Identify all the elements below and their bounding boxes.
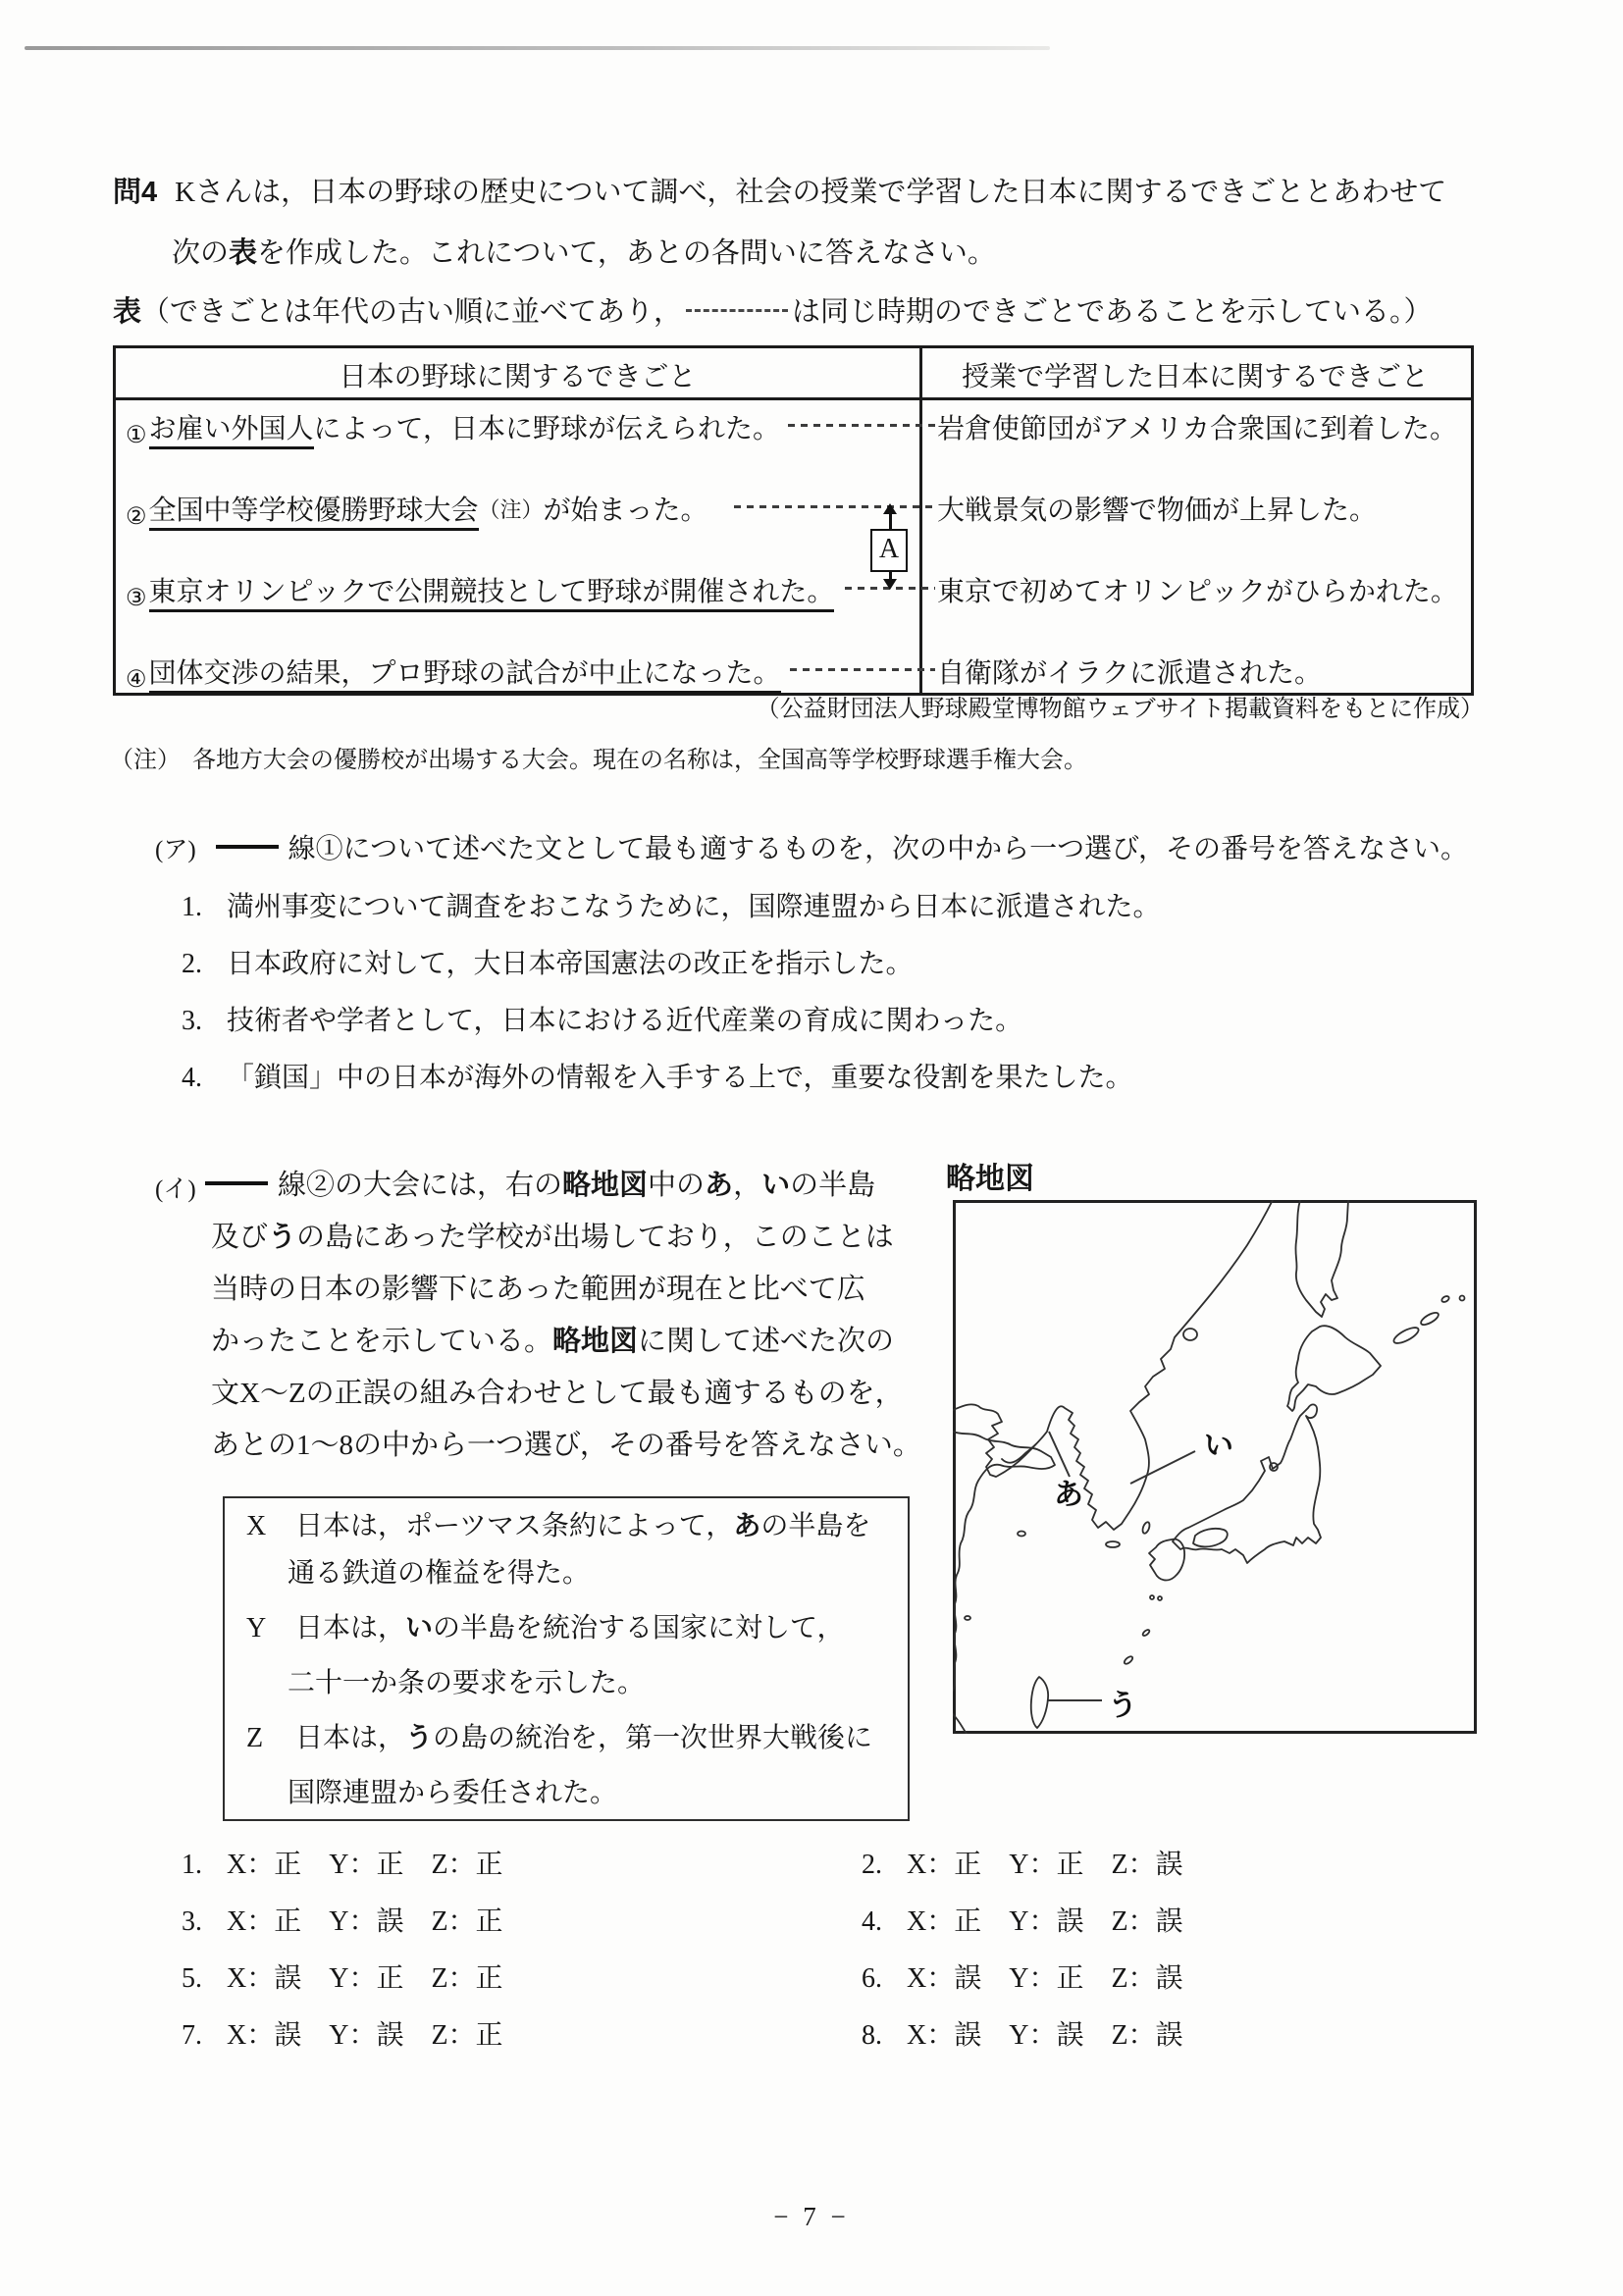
- events-table: [113, 345, 1474, 696]
- underlined-phrase: 東京オリンピックで公開競技として野球が開催された。: [149, 577, 835, 612]
- table-row-class-event: 大戦景気の影響で物価が上昇した。: [937, 496, 1378, 526]
- sketch-map: [953, 1200, 1477, 1734]
- question-i-option: [182, 2013, 503, 2053]
- question-i-option: [862, 2013, 1183, 2053]
- option-text: X：誤 Y：正 Z：正: [227, 1963, 503, 1994]
- text-run: は同じ時期のできごとであることを示している。）: [792, 296, 1433, 328]
- option-number: 4.: [862, 1906, 882, 1937]
- circled-number: ④: [126, 667, 147, 693]
- bold-term: あ: [705, 1170, 734, 1201]
- bold-term: う: [268, 1222, 297, 1253]
- option-number: 3.: [182, 1006, 202, 1036]
- text-run: ，: [733, 1170, 762, 1201]
- map-island-jeju: [1106, 1541, 1120, 1547]
- table-row-baseball-event: [126, 407, 780, 446]
- option-number: 1.: [182, 1850, 202, 1880]
- table-source: （公益財団法人野球殿堂博物館ウェブサイト掲載資料をもとに作成）: [756, 697, 1484, 722]
- period-A-box: A: [870, 529, 908, 572]
- table-header-row: [116, 348, 1471, 400]
- option-text: X：正 Y：正 Z：誤: [907, 1850, 1183, 1880]
- dotted-line-symbol: [686, 309, 788, 312]
- table-caption: [113, 292, 1433, 332]
- map-island-okinawa: [1124, 1655, 1134, 1665]
- text-run: 日本は，: [295, 1613, 406, 1644]
- bold-term: 表: [229, 237, 258, 269]
- option-number: 6.: [862, 1963, 882, 1994]
- option-text: X：正 Y：誤 Z：正: [227, 1906, 503, 1937]
- map-leader-a: [1049, 1432, 1070, 1477]
- question4-line1: Kさんは，日本の野球の歴史について調べ，社会の授業で学習した日本に関するできごととあわせて: [175, 177, 1447, 208]
- statement-box: [223, 1496, 910, 1821]
- option-text: X：正 Y：誤 Z：誤: [907, 1906, 1183, 1937]
- map-title: 略地図: [946, 1163, 1034, 1195]
- table-note: （注） 各地方大会の優勝校が出場する大会。現在の名称は，全国高等学校野球選手権大会。: [110, 748, 1087, 773]
- map-label-i: い: [1204, 1430, 1233, 1462]
- option-text: X：誤 Y：誤 Z：誤: [907, 2020, 1183, 2051]
- text-run: 文X～Zの正誤の組み合わせとして最も適するものを，: [211, 1378, 904, 1409]
- question-a-option: [182, 1056, 1132, 1095]
- table-row-baseball-event: [126, 489, 708, 528]
- map-hokkaido: [1287, 1326, 1381, 1411]
- underline-symbol: [205, 1181, 268, 1185]
- bold-term: い: [761, 1170, 791, 1201]
- question4-line2: [172, 234, 996, 273]
- question-a-option: [182, 942, 913, 981]
- text-run: 次の: [172, 237, 230, 269]
- table-row-baseball-event: [126, 652, 781, 691]
- option-text: X：正 Y：正 Z：正: [227, 1850, 503, 1880]
- option-number: 4.: [182, 1063, 202, 1093]
- question-i-option: [182, 1900, 503, 1939]
- page-number: − 7 −: [773, 2202, 850, 2231]
- statement-line: [246, 1504, 870, 1543]
- text-run: 通る鉄道の権益を得た。: [288, 1558, 591, 1589]
- question4-label: 問4: [113, 177, 158, 208]
- text-run: Z: [246, 1723, 264, 1753]
- text-run: に関して述べた次の: [638, 1326, 895, 1357]
- statement-line: [288, 1551, 590, 1591]
- bold-term: う: [405, 1722, 434, 1752]
- table-header-class: 授業で学習した日本に関するできごと: [962, 362, 1429, 392]
- text-run: の半島: [790, 1170, 876, 1201]
- table-header-baseball: 日本の野球に関するできごと: [339, 362, 697, 392]
- table-row-class-event: 岩倉使節団がアメリカ合衆国に到着した。: [937, 414, 1458, 444]
- question-a-line: [155, 832, 1468, 868]
- arrow-up-icon: [883, 503, 897, 514]
- option-text: 満州事変について調査をおこなうために，国際連盟から日本に派遣された。: [227, 892, 1161, 922]
- same-period-dashed-line: [734, 505, 935, 508]
- question-a-option: [182, 999, 1022, 1038]
- question-a-option: [182, 885, 1160, 924]
- statement-line: [288, 1661, 645, 1700]
- note-ref: （注）: [478, 497, 544, 522]
- option-text: 技術者や学者として，日本における近代産業の育成に関わった。: [227, 1006, 1023, 1036]
- text-run: かったことを示している。: [211, 1326, 553, 1357]
- bold-term: 略地図: [552, 1326, 639, 1357]
- text-run: の半島を統治する国家に対して，: [433, 1613, 845, 1644]
- question-i-paragraph-line: [211, 1322, 894, 1361]
- question-i-paragraph-line: [211, 1270, 865, 1309]
- map-kuril2: [1419, 1311, 1440, 1328]
- question-i-paragraph-line: [211, 1218, 894, 1257]
- same-period-dashed-line: [790, 668, 935, 671]
- text-run: によって，日本に野球が伝えられた。: [313, 414, 780, 444]
- statement-line: [246, 1716, 872, 1755]
- option-number: 8.: [862, 2020, 882, 2051]
- text-run: 国際連盟から委任された。: [288, 1778, 618, 1808]
- text-run: Y: [246, 1613, 267, 1644]
- map-leader-i: [1130, 1451, 1195, 1484]
- text-run: あとの1～8の中から一つ選び，その番号を答えなさい。: [211, 1430, 921, 1461]
- circled-number: ③: [126, 586, 147, 611]
- text-run: の島にあった学校が出場しており，このことは: [296, 1222, 894, 1253]
- question-i-option: [862, 1843, 1183, 1882]
- map-frame: [955, 1202, 1476, 1733]
- circled-number: ①: [126, 423, 147, 448]
- question-i-paragraph-line: [211, 1374, 904, 1413]
- map-island-satsunan1: [1150, 1595, 1154, 1599]
- map-island-satsunan2: [1158, 1596, 1162, 1600]
- map-shikoku: [1193, 1529, 1228, 1547]
- option-number: 7.: [182, 2020, 202, 2051]
- underline-symbol: [216, 845, 279, 849]
- option-text: X：誤 Y：誤 Z：正: [227, 2020, 503, 2051]
- table-column-divider: [919, 348, 922, 693]
- question-i-option: [182, 1843, 503, 1882]
- underlined-phrase: 全国中等学校優勝野球大会: [149, 496, 479, 531]
- text-run: 当時の日本の影響下にあった範囲が現在と比べて広: [211, 1274, 865, 1305]
- map-island-china-coast: [965, 1616, 970, 1620]
- arrow-down-icon: [883, 579, 897, 590]
- question-i-paragraph-line: [201, 1166, 875, 1205]
- question-i-option: [862, 1900, 1183, 1939]
- table-row-class-event: 自衛隊がイラクに派遣された。: [937, 658, 1323, 689]
- question4-heading: [113, 173, 1446, 212]
- bold-term: い: [405, 1612, 434, 1643]
- bold-term: あ: [733, 1510, 761, 1540]
- map-kyushu: [1149, 1539, 1184, 1581]
- scan-artifact-line: [25, 46, 1050, 50]
- map-continent-coast: [953, 1200, 1273, 1734]
- option-number: 1.: [182, 892, 202, 922]
- option-number: 2.: [182, 949, 202, 979]
- table-row-baseball-event: [126, 570, 834, 609]
- underlined-phrase: お雇い外国人: [149, 414, 314, 449]
- text-run: が始まった。: [543, 496, 708, 526]
- table-row-class-event: 東京で初めてオリンピックがひらかれた。: [937, 577, 1458, 607]
- text-run: （できごとは年代の古い順に並べてあり，: [141, 296, 683, 328]
- question-i-marker: (イ): [155, 1176, 196, 1203]
- text-run: 日本は，ポーツマス条約によって，: [295, 1511, 734, 1541]
- option-text: 日本政府に対して，大日本帝国憲法の改正を指示した。: [227, 949, 914, 979]
- text-run: 中の: [648, 1170, 706, 1201]
- text-run: 二十一か条の要求を示した。: [288, 1668, 646, 1698]
- option-number: 2.: [862, 1850, 882, 1880]
- map-island-sea-of-japan: [1183, 1329, 1197, 1340]
- question-a-prompt: 線①について述べた文として最も適するものを，次の中から一つ選び，その番号を答えなさい。: [288, 834, 1468, 864]
- text-run: の半島を: [760, 1511, 871, 1541]
- option-text: X：誤 Y：正 Z：誤: [907, 1963, 1183, 1994]
- question-i-option: [182, 1957, 503, 1996]
- map-taiwan: [1031, 1677, 1048, 1728]
- map-label-u: う: [1108, 1690, 1137, 1722]
- option-number: 5.: [182, 1963, 202, 1994]
- statement-line: [288, 1771, 617, 1810]
- option-text: 「鎖国」中の日本が海外の情報を入手する上で，重要な役割を果たした。: [227, 1063, 1133, 1093]
- map-sakhalin: [1295, 1200, 1348, 1317]
- text-run: X: [246, 1511, 267, 1541]
- option-number: 3.: [182, 1906, 202, 1937]
- question-i-paragraph-line: [211, 1426, 921, 1465]
- same-period-dashed-line: [788, 424, 935, 427]
- underlined-phrase: 団体交渉の結果，プロ野球の試合が中止になった。: [149, 658, 781, 694]
- map-island-yellow-sea: [1018, 1532, 1025, 1537]
- map-svg: [953, 1200, 1477, 1734]
- map-kuril4: [1460, 1296, 1465, 1301]
- bold-term: 表: [113, 296, 142, 328]
- map-kuril1: [1391, 1325, 1420, 1346]
- question-i-option: [862, 1957, 1183, 1996]
- text-run: 日本は，: [295, 1723, 406, 1753]
- statement-line: [246, 1606, 844, 1645]
- circled-number: ②: [126, 504, 147, 530]
- text-run: を作成した。これについて，あとの各問いに答えなさい。: [257, 237, 996, 269]
- text-run: 線②の大会には，右の: [278, 1170, 563, 1201]
- bold-term: 略地図: [562, 1170, 649, 1201]
- map-island-amami: [1142, 1629, 1151, 1637]
- map-label-a: あ: [1054, 1479, 1083, 1511]
- text-run: の島の統治を，第一次世界大戦後に: [433, 1723, 873, 1753]
- map-island-tsushima: [1141, 1521, 1151, 1534]
- text-run: 及び: [211, 1222, 269, 1253]
- question-a-marker: (ア): [155, 837, 196, 863]
- map-kuril3: [1440, 1295, 1449, 1303]
